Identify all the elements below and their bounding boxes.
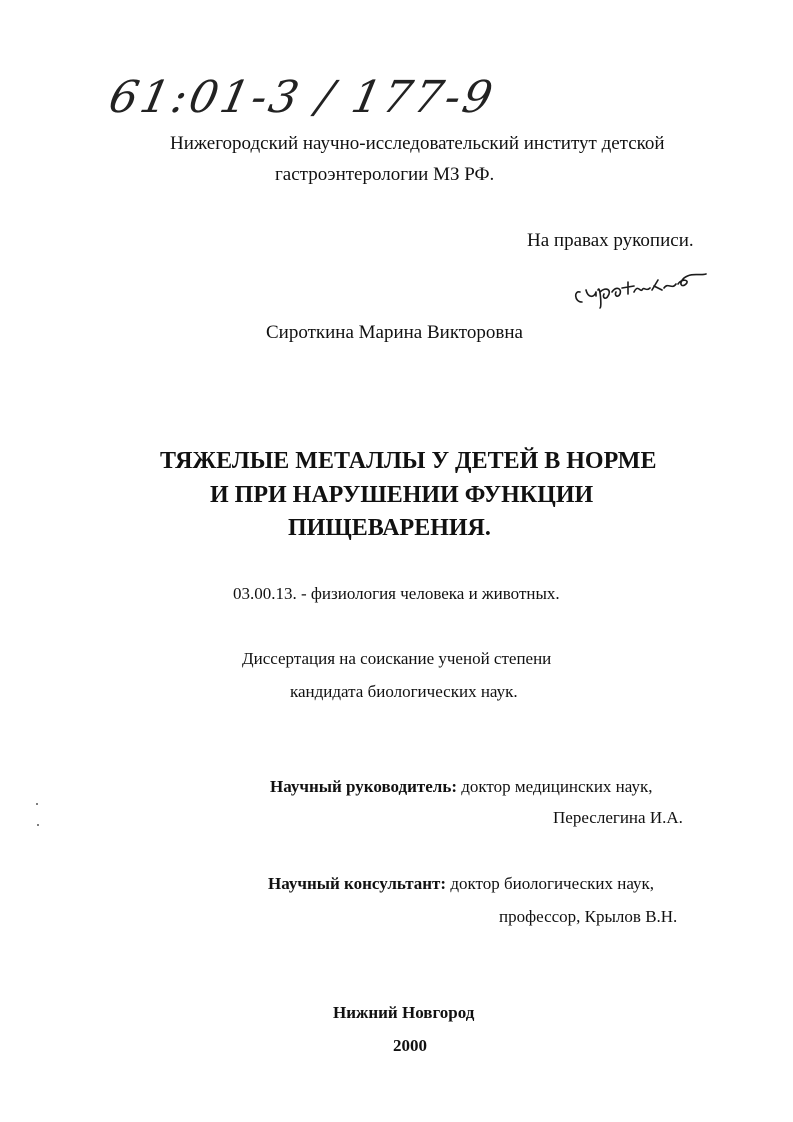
title-line-2: И ПРИ НАРУШЕНИИ ФУНКЦИИ <box>210 482 594 508</box>
city: Нижний Новгород <box>333 1003 475 1022</box>
supervisor-line <box>270 777 652 797</box>
specialty: 03.00.13. - физиология человека и животных. <box>233 584 560 603</box>
dissertation-line-2: кандидата биологических наук. <box>290 682 518 701</box>
signature-image <box>572 262 712 310</box>
consultant-degree: доктор биологических наук, <box>450 874 655 893</box>
dissertation-line-1: Диссертация на соискание ученой степени <box>242 649 552 668</box>
supervisor-name: Переслегина И.А. <box>553 808 683 827</box>
year: 2000 <box>393 1036 427 1055</box>
consultant-name: профессор, Крылов В.Н. <box>499 907 678 926</box>
institute-line-1: Нижегородский научно-исследовательский институт детской <box>170 133 665 154</box>
supervisor-degree: доктор медицинских наук, <box>461 777 653 796</box>
archive-number: 61:01-3 / 177-9 <box>104 72 500 123</box>
institute-line-2: гастроэнтерологии МЗ РФ. <box>275 164 495 185</box>
rights-notice: На правах рукописи. <box>527 230 694 251</box>
consultant-label: Научный консультант: <box>268 874 447 893</box>
supervisor-label: Научный руководитель: <box>270 777 457 796</box>
author-name: Сироткина Марина Викторовна <box>266 322 523 343</box>
title-line-3: ПИЩЕВАРЕНИЯ. <box>288 515 491 541</box>
consultant-line <box>268 874 654 894</box>
scan-speck <box>37 824 39 826</box>
title-line-1: ТЯЖЕЛЫЕ МЕТАЛЛЫ У ДЕТЕЙ В НОРМЕ <box>160 448 657 474</box>
scan-speck <box>36 803 38 805</box>
